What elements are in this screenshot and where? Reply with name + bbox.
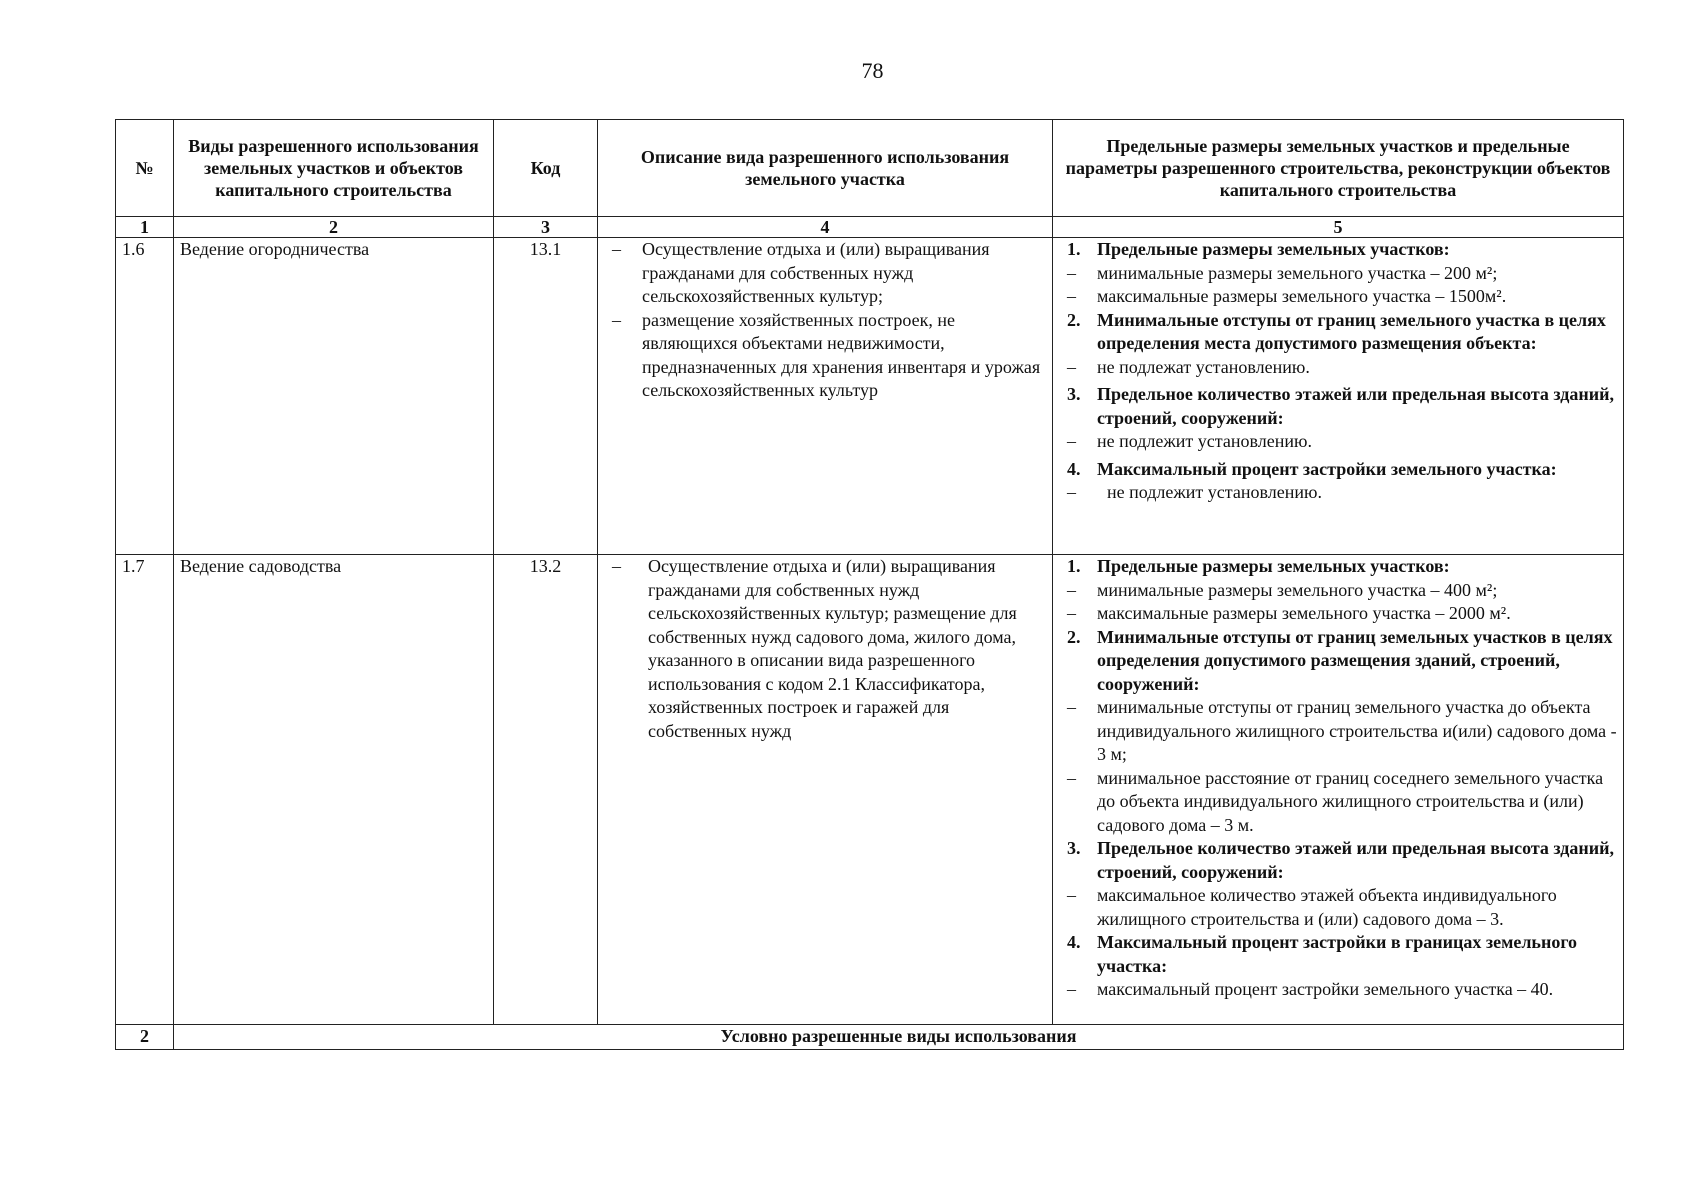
header-num: № xyxy=(116,120,174,217)
param-index: 4. xyxy=(1067,932,1081,952)
param-block xyxy=(1059,458,1617,505)
param-title: 2. Минимальные отступы от границ земельного участка в целях определения места допустимого размещения объекта: xyxy=(1067,309,1606,353)
param-title: 4. Максимальный процент застройки в границах земельного участка: xyxy=(1067,932,1578,976)
row-use-name: Ведение огородничества xyxy=(174,238,494,555)
column-number: 5 xyxy=(1053,217,1624,238)
page-number: 78 xyxy=(861,58,884,83)
param-index: 2. xyxy=(1067,626,1081,647)
param-block xyxy=(1059,309,1617,380)
param-item: – минимальные размеры земельного участка – 200 м²; xyxy=(1059,262,1617,286)
row-number: 1.6 xyxy=(116,238,174,555)
row-description xyxy=(598,238,1053,555)
section-row xyxy=(116,1025,1624,1050)
row-number: 1.7 xyxy=(116,555,174,1025)
param-block xyxy=(1059,555,1617,626)
section-title: Условно разрешенные виды использования xyxy=(174,1025,1624,1050)
param-index: 4. xyxy=(1067,458,1081,479)
param-item: – максимальный процент застройки земельного участка – 40. xyxy=(1059,978,1617,1002)
row-params xyxy=(1053,238,1624,555)
param-index: 3. xyxy=(1067,838,1081,858)
land-use-table xyxy=(115,119,1624,1050)
param-item: – минимальное расстояние от границ соседнего земельного участка до объекта индивидуального жилищного строительства и (или) садового дома – 3 м. xyxy=(1059,767,1617,838)
param-title: 1. Предельные размеры земельных участков: xyxy=(1059,555,1617,579)
param-title: 3. Предельное количество этажей или предельная высота зданий, строений, сооружений: xyxy=(1067,384,1615,428)
header-code: Код xyxy=(494,120,598,217)
table-header-row xyxy=(116,120,1624,217)
row-params xyxy=(1053,555,1624,1025)
param-index: 1. xyxy=(1067,239,1081,259)
param-item: – максимальные размеры земельного участка – 2000 м². xyxy=(1059,602,1617,626)
description-item: – размещение хозяйственных построек, не являющихся объектами недвижимости, предназначенных для хранения инвентаря и урожая сельскохозяйственных культур xyxy=(604,309,1046,403)
param-block xyxy=(1059,383,1617,454)
param-item: – минимальные отступы от границ земельного участка до объекта индивидуального жилищного строительства и(или) садового дома - 3 м; xyxy=(1059,696,1617,767)
param-block xyxy=(1059,837,1617,931)
row-code: 13.2 xyxy=(494,555,598,1025)
table-row xyxy=(116,555,1624,1025)
table-row xyxy=(116,238,1624,555)
column-number: 4 xyxy=(598,217,1053,238)
param-item: – максимальное количество этажей объекта индивидуального жилищного строительства и (или) садового дома – 3. xyxy=(1059,884,1617,931)
column-numbers-row xyxy=(116,217,1624,238)
param-item: – минимальные размеры земельного участка – 400 м²; xyxy=(1059,579,1617,603)
description-item: – Осуществление отдыха и (или) выращивания гражданами для собственных нужд сельскохозяйственных культур; xyxy=(604,238,1046,309)
column-number: 3 xyxy=(494,217,598,238)
header-description: Описание вида разрешенного использования земельного участка xyxy=(598,120,1053,217)
param-item: – не подлежат установлению. xyxy=(1059,356,1617,380)
param-title: 1. Предельные размеры земельных участков: xyxy=(1059,238,1617,262)
section-number: 2 xyxy=(116,1025,174,1050)
param-index: 1. xyxy=(1067,556,1081,576)
header-limits: Предельные размеры земельных участков и предельные параметры разрешенного строительства, реконструкции объектов капитального строительства xyxy=(1053,120,1624,217)
row-use-name: Ведение садоводства xyxy=(174,555,494,1025)
row-description xyxy=(598,555,1053,1025)
header-types: Виды разрешенного использования земельных участков и объектов капитального строительства xyxy=(174,120,494,217)
param-title: 2. Минимальные отступы от границ земельных участков в целях определения допустимого размещения зданий, строений, сооружений: xyxy=(1067,626,1613,694)
param-block xyxy=(1059,931,1617,1002)
param-title: 4. Максимальный процент застройки земельного участка: xyxy=(1059,458,1617,482)
param-item: – не подлежит установлению. xyxy=(1059,481,1617,505)
param-title: 3. Предельное количество этажей или предельная высота зданий, строений, сооружений: xyxy=(1067,838,1615,882)
column-number: 1 xyxy=(116,217,174,238)
column-number: 2 xyxy=(174,217,494,238)
param-block xyxy=(1059,626,1617,838)
param-index: 3. xyxy=(1067,384,1081,404)
description-item: – Осуществление отдыха и (или) выращивания гражданами для собственных нужд сельскохозяйственных культур; размещение для собственных нужд садового дома, жилого дома, указанного в описании вида разрешенного использования с кодом 2.1 Классификатора, хозяйственных построек и гаражей для собственных нужд xyxy=(604,555,1046,743)
param-index: 2. xyxy=(1067,309,1081,330)
row-code: 13.1 xyxy=(494,238,598,555)
param-block xyxy=(1059,238,1617,309)
param-item: – не подлежит установлению. xyxy=(1059,430,1617,454)
param-item: – максимальные размеры земельного участка – 1500м². xyxy=(1059,285,1617,309)
